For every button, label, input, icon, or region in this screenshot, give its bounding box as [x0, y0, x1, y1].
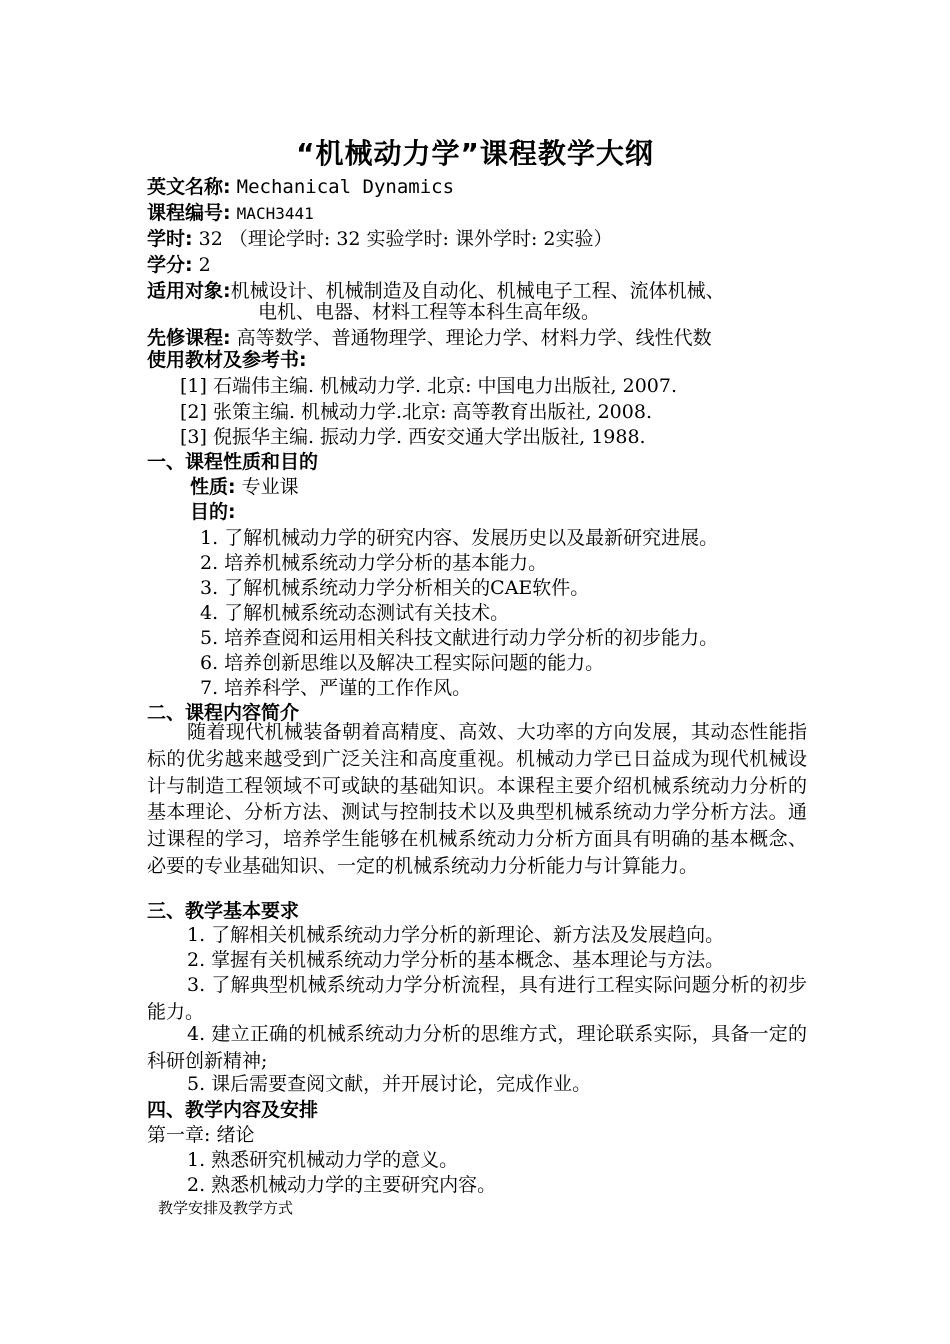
english-name-label: 英文名称: [147, 176, 224, 198]
hours-value: 32 （理论学时: 32 实验学时: 课外学时: 2实验）: [198, 228, 613, 250]
colon: :: [185, 228, 193, 250]
section-heading: 二、课程内容简介: [147, 702, 300, 724]
requirement-item: 3. 了解典型机械系统动力学分析流程，具有进行工程实际问题分析的初步能力。: [147, 974, 807, 1023]
course-code-value: MACH3441: [236, 204, 314, 223]
credit-label: 学分: [147, 254, 186, 276]
purpose-item: 1. 了解机械动力学的研究内容、发展历史以及最新研究进展。: [200, 527, 719, 549]
purpose-label: 目的:: [190, 501, 236, 523]
colon: :: [185, 254, 193, 276]
nature-label: 性质: [190, 476, 229, 498]
colon: :: [228, 476, 236, 498]
section-paragraph: 随着现代机械装备朝着高精度、高效、大功率的方向发展，其动态性能指标的优劣越来越受到广泛关注和高度重视。机械动力学已日益成为现代机械设计与制造工程领域不可或缺的基础知识。本课程主要介绍机械系统动力分析的基本理论、分析方法、测试与控制技术以及典型机械系统动力学分析方法。通过课程的学习，培养学生能够在机械系统动力分析方面具有明确的基本概念、必要的专业基础知识、一定的机械系统动力分析能力与计算能力。: [147, 721, 807, 877]
purpose-item: 3. 了解机械系统动力学分析相关的CAE软件。: [200, 577, 590, 599]
credit-value: 2: [198, 254, 211, 276]
colon: :: [223, 327, 231, 349]
purpose-item: 6. 培养创新思维以及解决工程实际问题的能力。: [200, 652, 605, 674]
target-label: 适用对象: [147, 280, 224, 302]
prereq-label: 先修课程: [147, 327, 224, 349]
requirement-item: 4. 建立正确的机械系统动力分析的思维方式，理论联系实际，具备一定的科研创新精神;: [147, 1023, 807, 1072]
course-code-line: [147, 200, 314, 227]
nature-line: [190, 474, 299, 500]
books-label: 使用教材及参考书:: [147, 349, 307, 371]
section-heading: 四、教学内容及安排: [147, 1099, 319, 1121]
book-item: [2] 张策主编. 机械动力学.北京: 高等教育出版社, 2008.: [180, 401, 652, 423]
target-value-1: 机械设计、机械制造及自动化、机械电子工程、流体机械、: [230, 280, 725, 302]
colon: :: [223, 280, 231, 302]
book-item: [1] 石端伟主编. 机械动力学. 北京: 中国电力出版社, 2007.: [180, 375, 678, 397]
chapter-item: 1. 熟悉研究机械动力学的意义。: [187, 1149, 459, 1171]
book-item: [3] 倪振华主编. 振动力学. 西安交通大学出版社, 1988.: [180, 426, 646, 448]
credit-line: [147, 252, 211, 278]
hours-label: 学时: [147, 228, 186, 250]
english-name-line: [147, 174, 454, 200]
purpose-item: 7. 培养科学、严谨的工作作风。: [200, 677, 472, 699]
requirement-item: 2. 掌握有关机械系统动力学分析的基本概念、基本理论与方法。: [187, 949, 725, 971]
prereq-value: 高等数学、普通物理学、理论力学、材料力学、线性代数: [236, 327, 712, 349]
colon: :: [223, 176, 231, 198]
english-name-value: Mechanical Dynamics: [236, 176, 455, 198]
chapter-title: 第一章: 绪论: [147, 1124, 255, 1146]
chapter-item: 2. 熟悉机械动力学的主要研究内容。: [187, 1174, 497, 1196]
hours-line: [147, 226, 613, 252]
purpose-item: 2. 培养机械系统动力学分析的基本能力。: [200, 552, 548, 574]
purpose-item: 4. 了解机械系统动态测试有关技术。: [200, 602, 510, 624]
requirement-item: 1. 了解相关机械系统动力学分析的新理论、新方法及发展趋向。: [187, 924, 725, 946]
section-heading: 三、教学基本要求: [147, 900, 300, 922]
colon: :: [223, 202, 231, 224]
page-title: “机械动力学”课程教学大纲: [296, 137, 654, 170]
teaching-arrangement-caption: 教学安排及教学方式: [158, 1199, 294, 1217]
nature-value: 专业课: [241, 476, 299, 498]
section-heading: 一、课程性质和目的: [147, 451, 319, 473]
requirement-item: 5. 课后需要查阅文献，并开展讨论，完成作业。: [187, 1073, 592, 1095]
target-value-2: 电机、电器、材料工程等本科生高年级。: [258, 301, 601, 323]
purpose-item: 5. 培养查阅和运用相关科技文献进行动力学分析的初步能力。: [200, 627, 719, 649]
course-code-label: 课程编号: [147, 202, 224, 224]
